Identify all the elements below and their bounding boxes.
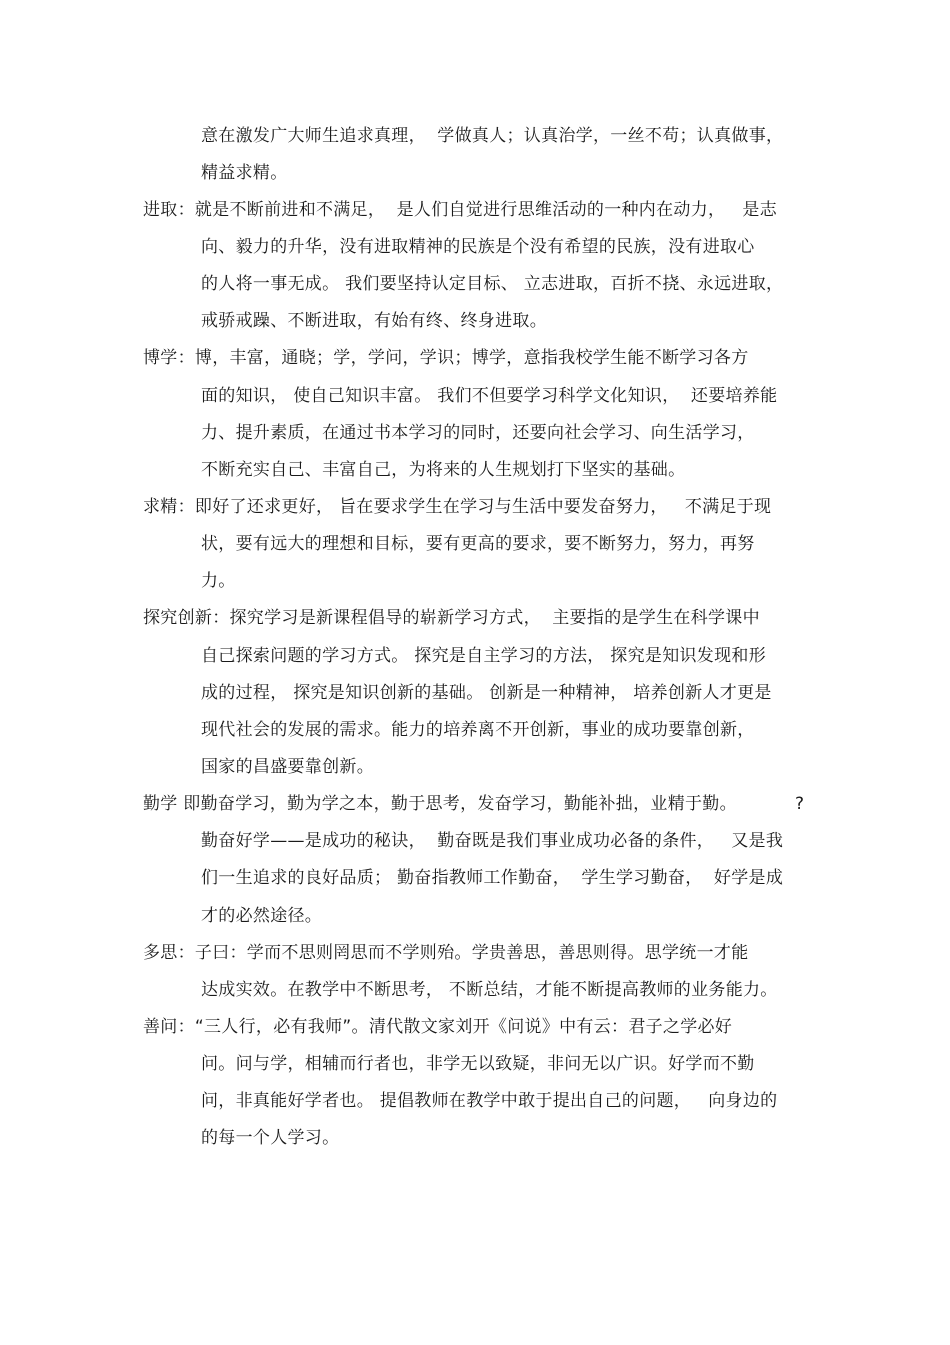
text-line: 意在激发广大师生追求真理， 学做真人；认真治学，一丝不苟；认真做事， bbox=[201, 126, 784, 146]
text-line: 的每一个人学习。 bbox=[201, 1128, 340, 1148]
text-line: 状，要有远大的理想和目标，要有更高的要求，要不断努力，努力，再努 bbox=[201, 534, 755, 554]
text-line: 的人将一事无成。 我们要坚持认定目标、 立志进取，百折不挠、永远进取， bbox=[201, 274, 784, 294]
text-line: 问，非真能好学者也。 提倡教师在教学中敢于提出自己的问题， 向身边的 bbox=[201, 1091, 778, 1111]
text-line: 力。 bbox=[201, 571, 236, 591]
text-line: 精益求精。 bbox=[201, 163, 288, 183]
text-line: 们一生追求的良好品质； 勤奋指教师工作勤奋， 学生学习勤奋， 好学是成 bbox=[201, 868, 784, 888]
text-line: 不断充实自己、丰富自己，为将来的人生规划打下坚实的基础。 bbox=[201, 460, 686, 480]
text-line: 向、毅力的升华，没有进取精神的民族是个没有希望的民族，没有进取心 bbox=[201, 237, 755, 257]
text-line: 力、提升素质，在通过书本学习的同时，还要向社会学习、向生活学习， bbox=[201, 423, 755, 443]
question-mark: ? bbox=[795, 794, 805, 814]
text-line: 进取：就是不断前进和不满足， 是人们自觉进行思维活动的一种内在动力， 是志 bbox=[143, 200, 778, 220]
text-line: 面的知识， 使自己知识丰富。 我们不但要学习科学文化知识， 还要培养能 bbox=[201, 386, 778, 406]
text-line: 博学：博，丰富，通晓；学，学问，学识；博学，意指我校学生能不断学习各方 bbox=[143, 348, 749, 368]
text-line: 求精：即好了还求更好， 旨在要求学生在学习与生活中要发奋努力， 不满足于现 bbox=[143, 497, 772, 517]
text-line: 探究创新：探究学习是新课程倡导的崭新学习方式， 主要指的是学生在科学课中 bbox=[143, 608, 760, 628]
text-line: 自己探索问题的学习方式。 探究是自主学习的方法， 探究是知识发现和形 bbox=[201, 646, 767, 666]
text-line: 国家的昌盛要靠创新。 bbox=[201, 757, 374, 777]
text-line: 戒骄戒躁、不断进取，有始有终、终身进取。 bbox=[201, 311, 547, 331]
text-line: 勤奋好学——是成功的秘诀， 勤奋既是我们事业成功必备的条件， 又是我 bbox=[201, 831, 784, 851]
text-line: 才的必然途径。 bbox=[201, 906, 323, 926]
text-line: 善问：“三人行，必有我师”。清代散文家刘开《问说》中有云：君子之学必好 bbox=[143, 1017, 733, 1037]
text-line: 多思：子曰：学而不思则罔思而不学则殆。学贵善思，善思则得。思学统一才能 bbox=[143, 943, 749, 963]
text-line: 成的过程， 探究是知识创新的基础。 创新是一种精神， 培养创新人才更是 bbox=[201, 683, 772, 703]
text-line: 勤学 即勤奋学习，勤为学之本，勤于思考，发奋学习，勤能补拙，业精于勤。 bbox=[143, 794, 737, 814]
text-line: 达成实效。在教学中不断思考， 不断总结，才能不断提高教师的业务能力。 bbox=[201, 980, 778, 1000]
text-line: 问。问与学，相辅而行者也，非学无以致疑，非问无以广识。好学而不勤 bbox=[201, 1054, 755, 1074]
text-line: 现代社会的发展的需求。能力的培养离不开创新，事业的成功要靠创新， bbox=[201, 720, 755, 740]
